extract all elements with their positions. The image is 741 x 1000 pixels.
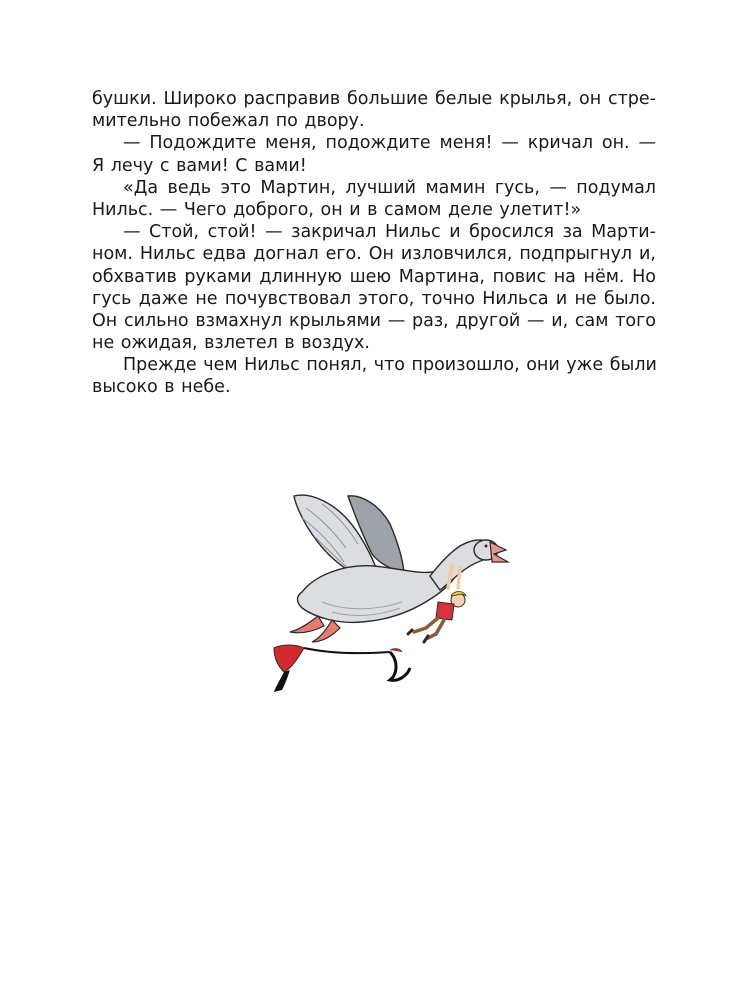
text-line: мительно побежал по двору. [92,111,365,132]
text-line: Я лечу с вами! С вами! [92,155,307,176]
text-line: бушки. Широко расправив большие белые крылья, он стре- [92,89,656,109]
page-text [92,88,656,399]
text-line: Нильс. — Чего доброго, он и в самом деле улетит!» [92,199,582,220]
text-line: «Да ведь это Мартин, лучший мамин гусь, — подумал [123,177,656,198]
text-line: ном. Нильс едва догнал его. Он изловчился, подпрыгнул и, [92,244,656,265]
text-line: — Подождите меня, подождите меня! — кричал он. — [123,133,656,154]
text-line: Он сильно взмахнул крыльями — раз, другой — и, сам того [92,310,656,331]
goose-foot-icon [290,616,324,633]
text-line: — Стой, стой! — закричал Нильс и бросился за Марти- [123,222,656,243]
text-line: высоко в небе. [92,377,231,398]
text-line: гусь даже не почувствовал этого, точно Нильса и не было. [92,288,656,309]
ribbon-red-icon [274,645,304,672]
text-line: не ожидая, взлетел в воздух. [92,333,370,354]
ribbon-black-icon [274,670,290,692]
text-line: Прежде чем Нильс понял, что произошло, они уже были [123,355,657,376]
goose-with-boy-icon [262,484,512,706]
text-line: обхватив руками длинную шею Мартина, повис на нём. Но [92,266,656,287]
goose-beak-icon [490,542,508,562]
